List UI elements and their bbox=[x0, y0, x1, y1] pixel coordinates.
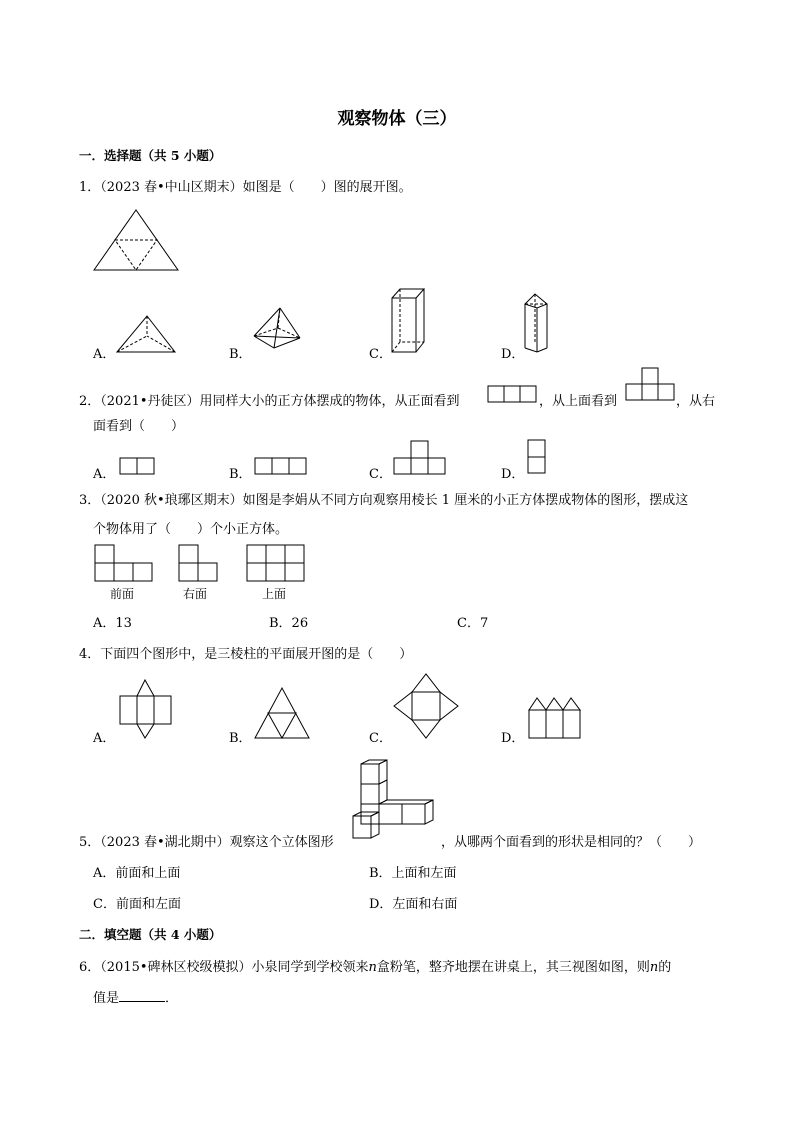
question-2-text-b: ，从上面看到 bbox=[539, 394, 618, 409]
q1-option-b-label[interactable]: B． bbox=[229, 347, 252, 362]
q1-option-d-triangular-prism[interactable] bbox=[523, 292, 551, 354]
q5-option-d[interactable]: D．左面和右面 bbox=[369, 897, 458, 912]
q4-option-c-net[interactable] bbox=[392, 672, 462, 742]
q2-option-b-figure[interactable] bbox=[254, 457, 308, 475]
q2-option-c-figure[interactable] bbox=[393, 440, 447, 476]
question-3-text-a: 3．（2020 秋•琅琊区期末）如图是李娟从不同方向观察用棱长 1 厘米的小正方体摆成物体的图形，摆成这 bbox=[79, 493, 689, 508]
q4-option-d-net[interactable] bbox=[527, 696, 581, 742]
question-6-answer-blank[interactable] bbox=[119, 989, 165, 1002]
q4-option-d-label[interactable]: D． bbox=[501, 731, 525, 746]
q2-top-view-figure bbox=[625, 367, 677, 403]
question-6-line-1 bbox=[79, 956, 671, 975]
question-1-text: 1．（2023 春•中山区期末）如图是（ ）图的展开图。 bbox=[79, 180, 412, 195]
question-2-text-a: 2．（2021•丹徒区）用同样大小的正方体摆成的物体，从正面看到 bbox=[79, 394, 460, 409]
q1-option-d-label[interactable]: D． bbox=[501, 347, 525, 362]
question-6-line-2 bbox=[93, 987, 178, 1006]
q4-option-c-label[interactable]: C． bbox=[369, 731, 392, 746]
question-6-var-n-2: n bbox=[649, 960, 659, 975]
question-6-var-n: n bbox=[368, 960, 377, 975]
q3-option-b[interactable]: B．26 bbox=[269, 616, 309, 631]
q4-option-a-label[interactable]: A． bbox=[93, 731, 116, 746]
question-6-text-d: 值是 bbox=[93, 991, 120, 1006]
question-6-text-b: 盒粉笔，整齐地摆在讲桌上，其三视图如图，则 bbox=[376, 960, 650, 975]
question-6-text-a: 6．（2015•碑林区校级模拟）小泉同学到学校领来 bbox=[79, 960, 369, 975]
q4-option-b-net[interactable] bbox=[254, 686, 312, 740]
question-2-text-d: 面看到（ ） bbox=[93, 419, 185, 434]
q3-right-view bbox=[178, 544, 220, 582]
question-3-text-b: 个物体用了（ ）个小正方体。 bbox=[93, 522, 289, 537]
q4-option-a-net[interactable] bbox=[118, 676, 174, 740]
q1-option-a-label[interactable]: A． bbox=[93, 347, 116, 362]
q1-option-a-pyramid[interactable] bbox=[117, 316, 179, 356]
q2-option-a-label[interactable]: A． bbox=[93, 467, 116, 482]
q2-option-d-figure[interactable] bbox=[527, 439, 547, 475]
q1-triangle-net-figure bbox=[94, 210, 184, 272]
page-title: 观察物体（三） bbox=[337, 109, 457, 129]
q3-top-view bbox=[246, 544, 306, 582]
question-6-text-c: 的 bbox=[658, 960, 672, 975]
question-5-text-a: 5．（2023 春•湖北期中）观察这个立体图形 bbox=[79, 835, 334, 850]
q3-view-label-top: 上面 bbox=[262, 587, 287, 601]
q3-view-label-right: 右面 bbox=[183, 587, 208, 601]
section-heading-fill: 二．填空题（共 4 小题） bbox=[79, 927, 222, 942]
question-4-text: 4．下面四个图形中，是三棱柱的平面展开图的是（ ） bbox=[79, 647, 413, 662]
q5-option-a[interactable]: A．前面和上面 bbox=[93, 866, 181, 881]
q5-option-b[interactable]: B．上面和左面 bbox=[369, 866, 457, 881]
q3-option-c[interactable]: C．7 bbox=[457, 616, 489, 631]
q2-option-d-label[interactable]: D． bbox=[501, 467, 525, 482]
section-heading-choice: 一．选择题（共 5 小题） bbox=[79, 148, 222, 163]
q5-cube-stack-figure bbox=[347, 758, 437, 848]
q2-option-c-label[interactable]: C． bbox=[369, 467, 392, 482]
question-2-text-c: ，从右 bbox=[676, 394, 716, 409]
question-5-text-b: ，从哪两个面看到的形状是相同的？（ ） bbox=[441, 835, 702, 850]
q1-option-b-square-pyramid[interactable] bbox=[250, 306, 306, 352]
q3-option-a[interactable]: A．13 bbox=[93, 616, 132, 631]
question-6-text-e: ． bbox=[165, 991, 179, 1006]
q4-option-b-label[interactable]: B． bbox=[229, 731, 252, 746]
q2-option-b-label[interactable]: B． bbox=[229, 467, 252, 482]
q1-option-c-prism[interactable] bbox=[391, 288, 427, 354]
q1-option-c-label[interactable]: C． bbox=[369, 347, 392, 362]
q3-front-view bbox=[94, 544, 154, 582]
q2-option-a-figure[interactable] bbox=[119, 457, 157, 475]
q3-view-label-front: 前面 bbox=[110, 587, 135, 601]
q5-option-c[interactable]: C．前面和左面 bbox=[93, 897, 181, 912]
q2-front-view-figure bbox=[487, 385, 539, 403]
